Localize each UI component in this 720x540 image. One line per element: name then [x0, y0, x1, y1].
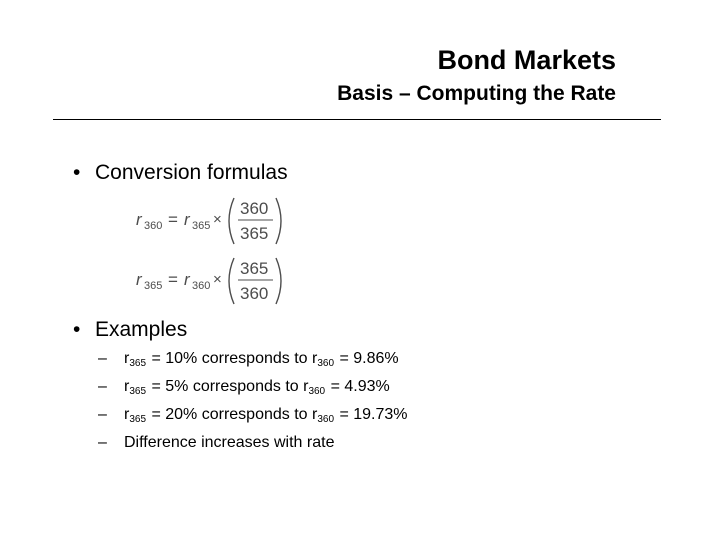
formula-lhs-sub: 360: [144, 220, 163, 232]
formula-equals: =: [168, 270, 178, 289]
left-paren: [229, 258, 234, 304]
example-r: r: [124, 350, 130, 367]
formula-rhs-sub: 365: [192, 220, 211, 232]
slide-subtitle: Basis – Computing the Rate: [337, 82, 616, 105]
formula-times: ×: [213, 271, 222, 288]
example-item: [98, 347, 408, 375]
title-divider: [53, 119, 661, 120]
example-sub-a: 365: [129, 414, 147, 425]
formula-lhs: r: [136, 210, 142, 229]
formula-r365: [136, 255, 286, 307]
formula-lhs-sub: 365: [144, 280, 163, 292]
example-mid: = 10% corresponds to r: [147, 350, 318, 367]
formula-denominator: 360: [240, 284, 269, 303]
bullet-conversion: [73, 161, 288, 185]
formula-numerator: 360: [240, 199, 269, 218]
example-end: = 19.73%: [335, 406, 408, 423]
example-mid: = 5% corresponds to r: [147, 378, 309, 395]
dash-marker: –: [98, 406, 107, 423]
example-item: [98, 431, 408, 454]
example-r: r: [124, 406, 130, 423]
bullet-marker: •: [73, 318, 81, 341]
bullet-marker: •: [73, 161, 81, 184]
example-mid: = 20% corresponds to r: [147, 406, 318, 423]
formula-r360: [136, 195, 286, 247]
example-sub-b: 360: [308, 386, 326, 397]
formula-denominator: 365: [240, 224, 269, 243]
dash-marker: –: [98, 350, 107, 367]
example-end: = 9.86%: [335, 350, 399, 367]
right-paren: [276, 258, 281, 304]
example-sub-b: 360: [317, 358, 335, 369]
right-paren: [276, 198, 281, 244]
example-item: [98, 375, 408, 403]
formula-times: ×: [213, 211, 222, 228]
formula-lhs: r: [136, 270, 142, 289]
dash-marker: –: [98, 378, 107, 395]
bullet-text: Conversion formulas: [95, 161, 288, 184]
example-text: Difference increases with rate: [124, 434, 335, 451]
formula-rhs: r: [184, 210, 190, 229]
example-sub-b: 360: [317, 414, 335, 425]
dash-marker: –: [98, 434, 107, 451]
left-paren: [229, 198, 234, 244]
bullet-examples: [73, 318, 187, 342]
example-item: [98, 403, 408, 431]
example-end: = 4.93%: [326, 378, 390, 395]
formula-equals: =: [168, 210, 178, 229]
example-sub-a: 365: [129, 386, 147, 397]
examples-list: [98, 347, 408, 454]
bullet-text: Examples: [95, 318, 188, 341]
slide-title: Bond Markets: [437, 45, 616, 75]
example-r: r: [124, 378, 130, 395]
formula-rhs: r: [184, 270, 190, 289]
example-sub-a: 365: [129, 358, 147, 369]
formula-numerator: 365: [240, 259, 269, 278]
formula-rhs-sub: 360: [192, 280, 211, 292]
